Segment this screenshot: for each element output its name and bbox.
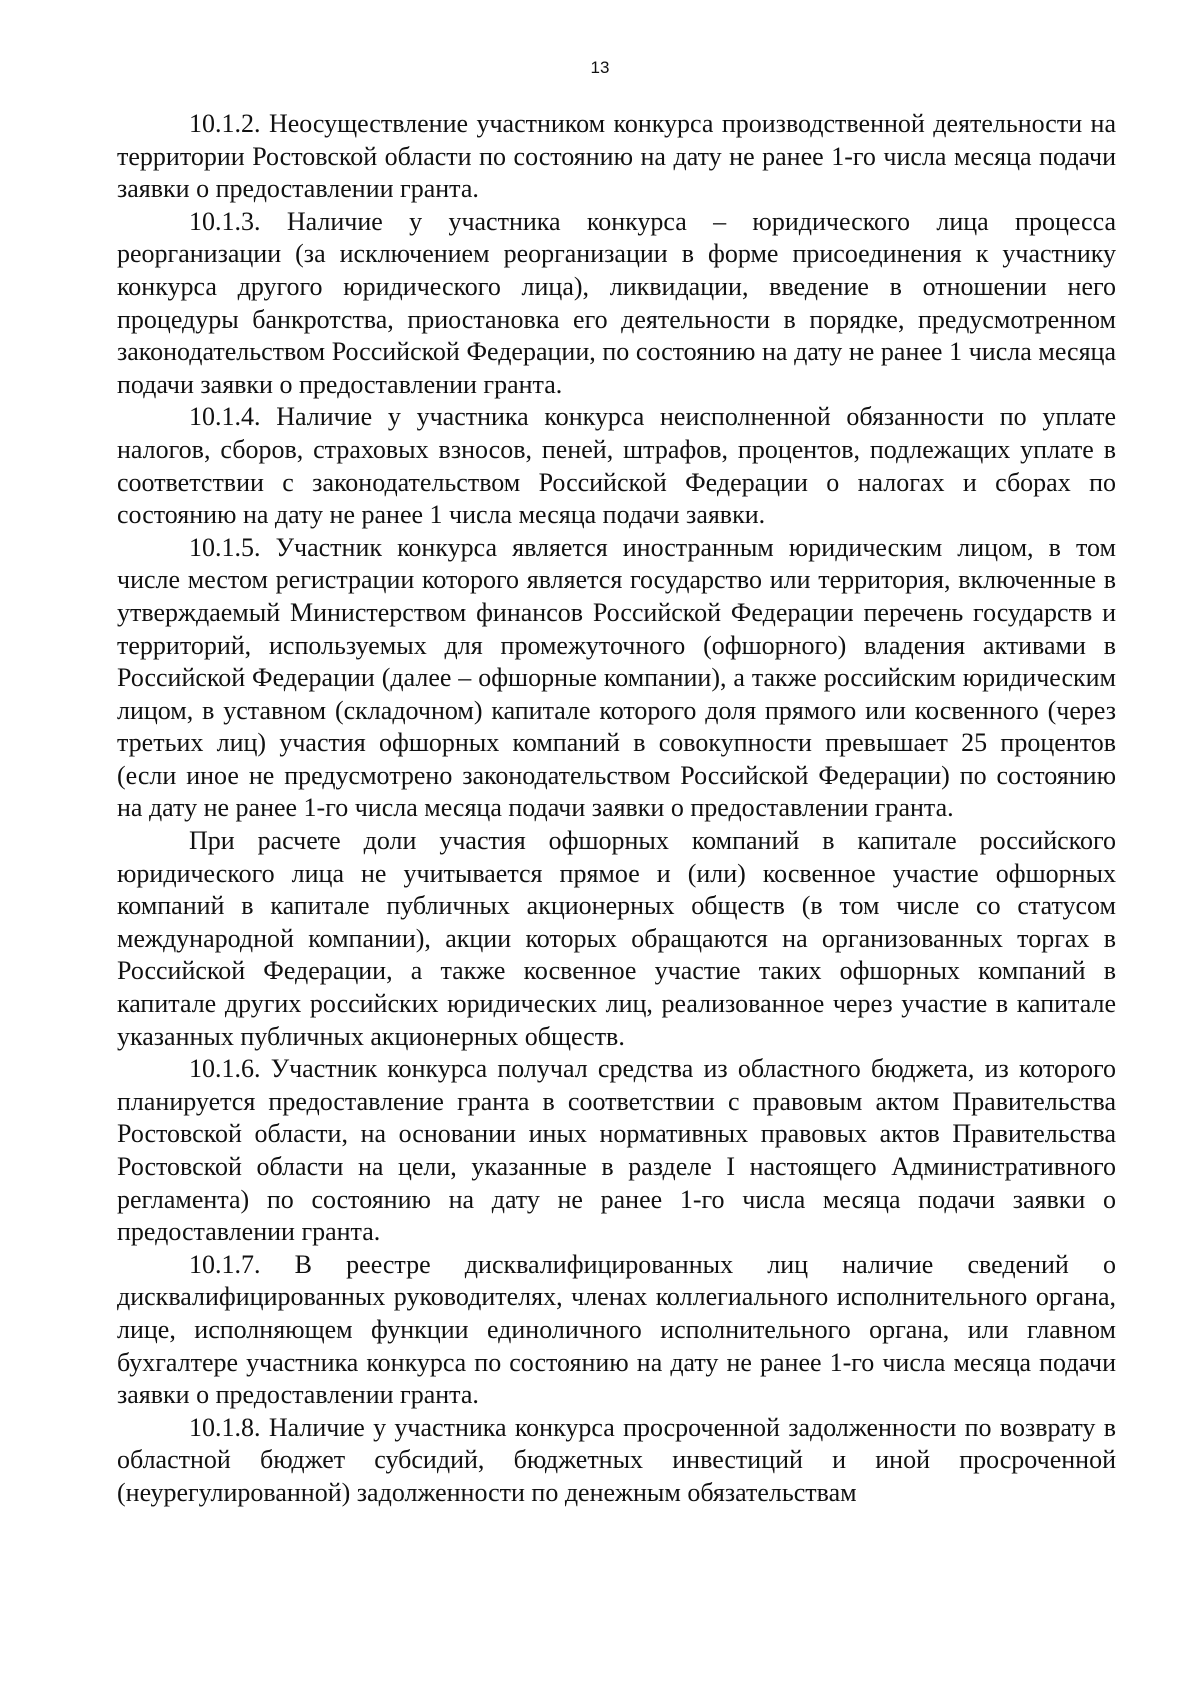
paragraph-10-1-2: 10.1.2. Неосуществление участником конкурса производственной деятельности на территории Ростовской области по состоянию на дату не ранее 1-го числа месяца подачи заявки о предоставлении гранта. <box>117 109 1116 204</box>
paragraph-10-1-5: 10.1.5. Участник конкурса является иностранным юридическим лицом, в том числе местом регистрации которого является государство или территория, включенные в утверждаемый Министерством финансов Российской Федерации перечень государств и территорий, используемых для промежуточного (офшорного) владения активами в Российской Федерации (далее – офшорные компании), а также российским юридическим лицом, в уставном (складочном) капитале которого доля прямого или косвенного (через третьих лиц) участия офшорных компаний в совокупности превышает 25 процентов (если иное не предусмотрено законодательством Российской Федерации) по состоянию на дату не ранее 1-го числа месяца подачи заявки о предоставлении гранта. <box>117 532 1116 823</box>
paragraph-10-1-4: 10.1.4. Наличие у участника конкурса неисполненной обязанности по уплате налогов, сборов, страховых взносов, пеней, штрафов, процентов, подлежащих уплате в соответствии с законодательством Российской Федерации о налогах и сборах по состоянию на дату не ранее 1 числа месяца подачи заявки. <box>117 402 1116 530</box>
paragraph-10-1-3: 10.1.3. Наличие у участника конкурса – юридического лица процесса реорганизации (за исключением реорганизации в форме присоединения к участнику конкурса другого юридического лица), ликвидации, введение в отношении него процедуры банкротства, приостановка его деятельности в порядке, предусмотренном законодательством Российской Федерации, по состоянию на дату не ранее 1 числа месяца подачи заявки о предоставлении гранта. <box>117 206 1116 399</box>
paragraph-10-1-7: 10.1.7. В реестре дисквалифицированных лиц наличие сведений о дисквалифицированных руководителях, членах коллегиального исполнительного органа, лице, исполняющем функции единоличного исполнительного органа, или главном бухгалтере участника конкурса по состоянию на дату не ранее 1-го числа месяца подачи заявки о предоставлении гранта. <box>117 1249 1116 1410</box>
page-number: 13 <box>590 58 610 77</box>
paragraph-10-1-6: 10.1.6. Участник конкурса получал средства из областного бюджета, из которого планируется предоставление гранта в соответствии с правовым актом Правительства Ростовской области, на основании иных нормативных правовых актов Правительства Ростовской области на цели, указанные в разделе I настоящего Административного регламента) по состоянию на дату не ранее 1-го числа месяца подачи заявки о предоставлении гранта. <box>117 1054 1116 1247</box>
document-body <box>117 108 1116 1510</box>
paragraph-offshore-share: При расчете доли участия офшорных компаний в капитале российского юридического лица не учитывается прямое и (или) косвенное участие офшорных компаний в капитале публичных акционерных обществ (в том числе со статусом международной компании), акции которых обращаются на организованных торгах в Российской Федерации, а также косвенное участие таких офшорных компаний в капитале других российских юридических лиц, реализованное через участие в капитале указанных публичных акционерных обществ. <box>117 826 1116 1051</box>
paragraph-10-1-8: 10.1.8. Наличие у участника конкурса просроченной задолженности по возврату в областной бюджет субсидий, бюджетных инвестиций и иной просроченной (неурегулированной) задолженности по денежным обязательствам <box>117 1412 1116 1507</box>
